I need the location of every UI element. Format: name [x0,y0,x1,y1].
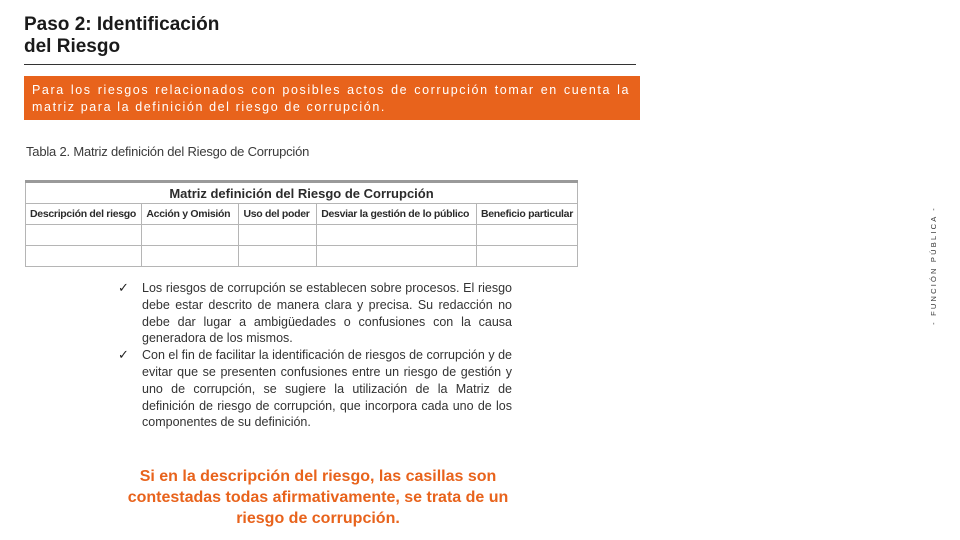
table-cell [142,225,239,246]
table-cell [26,246,142,267]
page-title [24,14,324,58]
page-title-line2: del Riesgo [24,36,121,57]
list-item [118,347,512,431]
column-header-accion-omision: Acción y Omisión [142,204,239,225]
column-header-beneficio: Beneficio particular [476,204,577,225]
column-header-uso-poder: Uso del poder [239,204,317,225]
list-item [118,280,512,347]
table-cell [476,225,577,246]
bullet-text: Los riesgos de corrupción se establecen sobre procesos. El riesgo debe estar descrito de manera clara y precisa. Su redacción no debe dar lugar a ambigüedades o confusiones con la causa generadora de los mismos. [142,281,512,346]
table-cell [239,246,317,267]
intro-banner: Para los riesgos relacionados con posibles actos de corrupción tomar en cuenta la matriz para la definición del riesgo de corrupción. [24,76,640,120]
column-header-descripcion: Descripción del riesgo [26,204,142,225]
side-label [926,190,940,340]
matrix-title: Matriz definición del Riesgo de Corrupción [26,182,578,204]
side-label-text: - FUNCIÓN PÚBLICA - [928,205,938,325]
conclusion-text: Si en la descripción del riesgo, las casillas son contestadas todas afirmativamente, se trata de un riesgo de corrupción. [127,468,509,527]
table-row [26,246,578,267]
checkmark-icon: ✓ [118,280,129,295]
table-row [26,225,578,246]
corruption-risk-matrix [25,180,578,267]
table-cell [142,246,239,267]
bullet-list [118,280,512,431]
bullet-text: Con el fin de facilitar la identificación de riesgos de corrupción y de evitar que se presenten confusiones entre un riesgo de gestión y uno de corrupción, se sugiere la utilización de la Matriz de definición de riesgo de corrupción, que incorpora cada uno de los componentes de su definición. [142,348,512,430]
table-cell [317,225,477,246]
column-header-desviar-gestion: Desviar la gestión de lo público [317,204,477,225]
checkmark-icon: ✓ [118,347,129,363]
table-cell [26,225,142,246]
table-cell [317,246,477,267]
title-divider [24,64,636,65]
table-cell [476,246,577,267]
table-caption: Tabla 2. Matriz definición del Riesgo de Corrupción [26,144,310,159]
table-cell [239,225,317,246]
page-title-line1: Paso 2: Identificación [24,14,220,35]
